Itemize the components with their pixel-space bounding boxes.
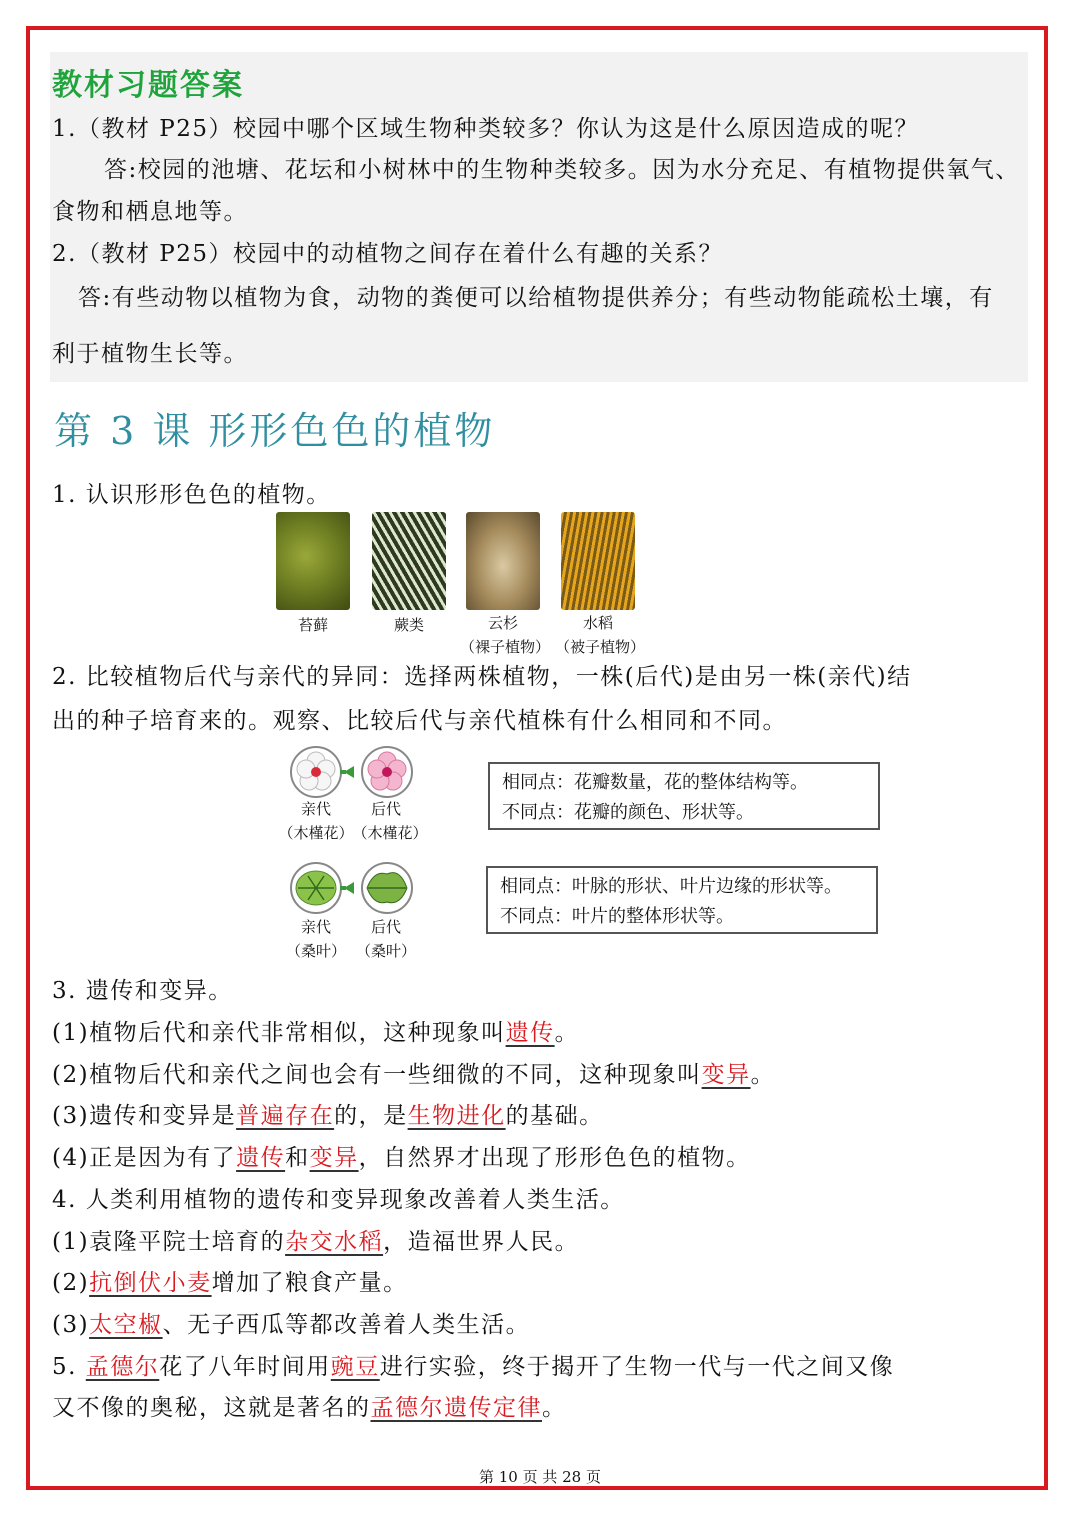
item-3-2: (2)植物后代和亲代之间也会有一些细微的不同，这种现象叫变异。	[52, 1062, 776, 1088]
item-3-3: (3)遗传和变异是普遍存在的，是生物进化的基础。	[52, 1103, 604, 1129]
item-1: 1. 认识形形色色的植物。	[52, 482, 331, 508]
leaf-comparison-figure	[288, 860, 418, 916]
answer-heredity: 遗传	[505, 1020, 555, 1046]
answer-heredity-2: 遗传	[236, 1145, 286, 1171]
page-number: 第 10 页 共 28 页	[478, 1468, 601, 1486]
rice-photo	[561, 512, 635, 610]
fern-photo	[372, 512, 446, 610]
answer-variation: 变异	[701, 1062, 751, 1088]
flower-same: 相同点：花瓣数量，花的整体结构等。	[502, 772, 808, 793]
answer-2-line2: 利于植物生长等。	[52, 341, 248, 367]
leaf-same: 相同点：叶脉的形状、叶片边缘的形状等。	[500, 876, 842, 897]
answer-universal: 普遍存在	[236, 1103, 335, 1129]
leaf-child-sub: （桑叶）	[356, 942, 417, 960]
item-4-2: (2)抗倒伏小麦增加了粮食产量。	[52, 1270, 408, 1296]
item-3-1: (1)植物后代和亲代非常相似，这种现象叫遗传。	[52, 1020, 580, 1046]
answer-mendel: 孟德尔	[85, 1354, 160, 1380]
flower-diff: 不同点：花瓣的颜色、形状等。	[502, 802, 754, 823]
question-2: 2.（教材 P25）校园中的动植物之间存在着什么有趣的关系？	[52, 241, 723, 267]
item-3-4: (4)正是因为有了遗传和变异，自然界才出现了形形色色的植物。	[52, 1145, 751, 1171]
leaf-diff: 不同点：叶片的整体形状等。	[500, 906, 734, 927]
plant-photos	[276, 512, 646, 662]
answer-hybrid-rice: 杂交水稻	[285, 1229, 384, 1255]
plant-sub-rice: （被子植物）	[554, 638, 645, 656]
answer-pea: 豌豆	[330, 1354, 380, 1380]
answer-variation-2: 变异	[309, 1145, 359, 1171]
spruce-photo	[466, 512, 540, 610]
answer-1-line1: 答:校园的池塘、花坛和小树林中的生物种类较多。因为水分充足、有植物提供氧气、	[104, 157, 1020, 183]
item-2-line2: 出的种子培育来的。观察、比较后代与亲代植株有什么相同和不同。	[52, 708, 787, 734]
leaf-parent-label: 亲代	[300, 918, 331, 936]
answer-mendel-law: 孟德尔遗传定律	[370, 1395, 542, 1421]
leaf-child-label: 后代	[370, 918, 401, 936]
flower-comparison-box	[488, 762, 880, 830]
plant-caption-moss: 苔藓	[297, 616, 328, 634]
item-2-line1: 2. 比较植物后代与亲代的异同：选择两株植物，一株(后代)是由另一株(亲代)结	[52, 664, 912, 690]
leaf-parent-sub: （桑叶）	[286, 942, 347, 960]
item-5-line2: 又不像的奥秘，这就是著名的孟德尔遗传定律。	[52, 1395, 567, 1421]
answer-evolution: 生物进化	[407, 1103, 506, 1129]
plant-caption-spruce: 云杉	[487, 614, 518, 632]
flower-comparison-figure	[288, 744, 418, 800]
exercise-section-title: 教材习题答案	[52, 68, 244, 103]
plant-caption-fern: 蕨类	[393, 616, 424, 634]
plant-sub-spruce: （裸子植物）	[459, 638, 550, 656]
answer-1-line2: 食物和栖息地等。	[52, 199, 248, 225]
answer-space-pepper: 太空椒	[89, 1312, 163, 1338]
answer-wheat: 抗倒伏小麦	[89, 1270, 212, 1296]
item-4-3: (3)太空椒、无子西瓜等都改善着人类生活。	[52, 1312, 531, 1338]
plant-caption-rice: 水稻	[582, 614, 613, 632]
flower-child-label: 后代	[370, 800, 401, 818]
flower-parent-sub: （木槿花）	[278, 824, 354, 842]
item-4-1: (1)袁隆平院士培育的杂交水稻，造福世界人民。	[52, 1229, 580, 1255]
question-1: 1.（教材 P25）校园中哪个区域生物种类较多？你认为这是什么原因造成的呢？	[52, 116, 919, 142]
moss-photo	[276, 512, 350, 610]
item-5-line1: 5. 孟德尔花了八年时间用豌豆进行实验，终于揭开了生物一代与一代之间又像	[52, 1354, 895, 1380]
answer-2-line1: 答:有些动物以植物为食，动物的粪便可以给植物提供养分；有些动物能疏松土壤，有	[78, 285, 994, 311]
item-4: 4. 人类利用植物的遗传和变异现象改善着人类生活。	[52, 1187, 625, 1213]
item-3: 3. 遗传和变异。	[52, 978, 233, 1004]
leaf-comparison-box	[486, 866, 878, 934]
flower-child-sub: （木槿花）	[352, 824, 428, 842]
flower-parent-label: 亲代	[300, 800, 331, 818]
lesson-title: 第 3 课 形形色色的植物	[54, 409, 496, 453]
